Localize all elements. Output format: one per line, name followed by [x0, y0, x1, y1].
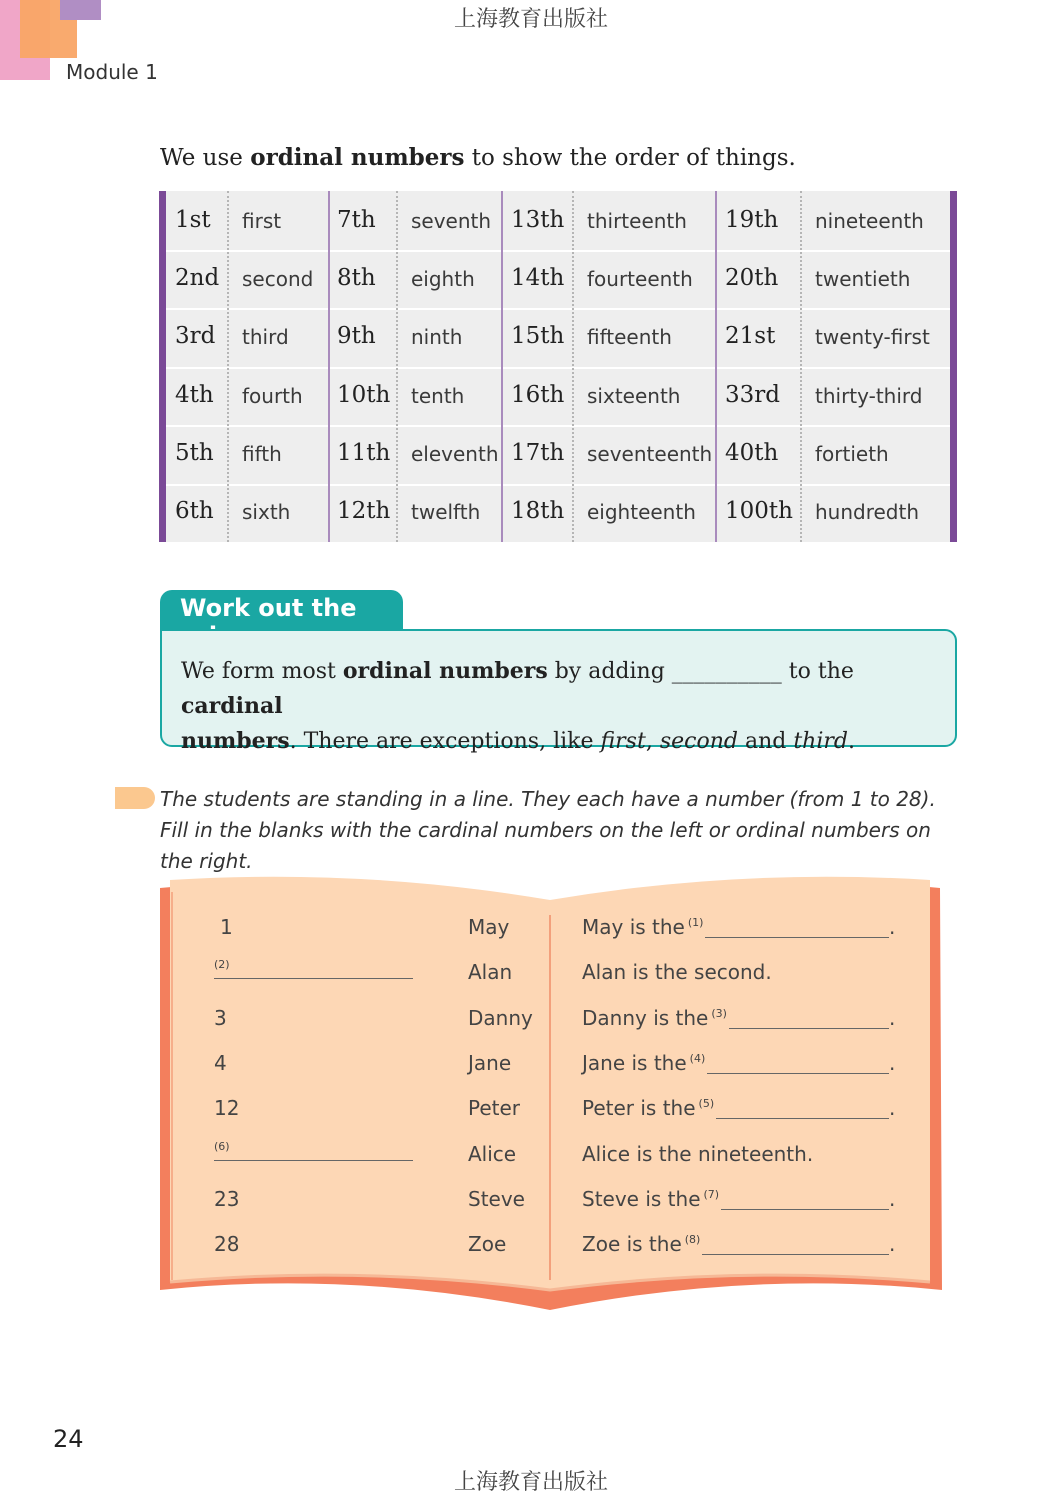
rule-p2: by adding [547, 659, 672, 684]
publisher-header: 上海教育出版社 [453, 7, 608, 32]
fill-in-blank[interactable] [729, 1028, 889, 1029]
ordinal-abbrev: 14th [511, 265, 565, 291]
rule-i2: second [659, 729, 738, 754]
ordinal-word: thirteenth [587, 209, 687, 233]
ordinal-abbrev: 18th [511, 498, 565, 524]
ordinal-word: seventeenth [587, 442, 713, 466]
rule-i1: first [600, 729, 646, 754]
intro-bold: ordinal numbers [250, 144, 465, 171]
sentence [582, 1232, 700, 1256]
ordinal-numbers-table [159, 191, 957, 542]
period: . [889, 1187, 896, 1211]
intro-sentence [160, 144, 796, 171]
sentence-text: Danny is the [582, 1006, 709, 1030]
ordinal-abbrev: 1st [175, 207, 211, 233]
period: . [889, 1096, 896, 1120]
fill-in-blank[interactable] [214, 978, 413, 979]
ordinal-word: ninth [411, 325, 463, 349]
ordinal-abbrev: 17th [511, 440, 565, 466]
sentence [582, 915, 703, 939]
rule-i3: third [793, 729, 848, 754]
ordinal-word: second [242, 267, 314, 291]
ordinal-abbrev: 12th [337, 498, 391, 524]
ordinal-word: twelfth [411, 500, 481, 524]
table-row-divider [166, 367, 950, 369]
fill-in-blank[interactable] [721, 1209, 889, 1210]
fill-in-blank[interactable] [702, 1254, 889, 1255]
ordinal-word: fifth [242, 442, 282, 466]
table-dotted-divider [227, 191, 229, 542]
student-name: Zoe [468, 1232, 507, 1256]
period: . [889, 1051, 896, 1075]
ordinal-word: nineteenth [815, 209, 924, 233]
ordinal-word: fourteenth [587, 267, 693, 291]
sentence-text: May is the [582, 915, 685, 939]
ordinal-word: sixteenth [587, 384, 681, 408]
ordinal-word: eleventh [411, 442, 499, 466]
blank-label: (5) [698, 1097, 715, 1111]
ordinal-abbrev: 3rd [175, 323, 216, 349]
ordinal-word: sixth [242, 500, 291, 524]
intro-post: to show the order of things. [464, 145, 796, 171]
period: . [889, 915, 896, 939]
sentence [582, 1142, 813, 1166]
cardinal-number: 12 [214, 1096, 240, 1120]
table-row-divider [166, 250, 950, 252]
page-number: 24 [53, 1425, 84, 1453]
ordinal-word: fourth [242, 384, 303, 408]
rule-p1: We form most [181, 659, 343, 684]
sentence-text: Steve is the [582, 1187, 701, 1211]
ordinal-word: tenth [411, 384, 465, 408]
student-name: Alan [468, 960, 513, 984]
ordinal-abbrev: 21st [725, 323, 776, 349]
cardinal-number: 1 [220, 915, 233, 939]
blank-label: (3) [711, 1007, 727, 1021]
table-column-divider [715, 191, 717, 542]
ordinal-word: seventh [411, 209, 492, 233]
instruction-text: The students are standing in a line. They each have a number (from 1 to 28). Fill in the blanks with the cardinal numbers on the left or ordinal numbers on the right. [160, 787, 936, 873]
rule-blank[interactable]: __________ [671, 659, 782, 684]
rule-p4: . There are exceptions, like [289, 729, 601, 754]
fill-in-blank[interactable] [716, 1118, 889, 1119]
table-column-divider [328, 191, 330, 542]
ordinal-abbrev: 10th [337, 382, 391, 408]
sentence [582, 1006, 727, 1030]
ordinal-word: first [242, 209, 282, 233]
sentence [582, 1187, 719, 1211]
module-label: Module 1 [66, 60, 158, 84]
fill-in-blank[interactable] [707, 1073, 889, 1074]
student-name: Danny [468, 1006, 533, 1030]
ordinal-word: eighteenth [587, 500, 696, 524]
sentence [582, 1096, 714, 1120]
ordinal-word: twenty-first [815, 325, 930, 349]
sentence-text: Zoe is the [582, 1232, 682, 1256]
ordinal-abbrev: 13th [511, 207, 565, 233]
ordinal-abbrev: 4th [175, 382, 214, 408]
cardinal-number: 28 [214, 1232, 240, 1256]
fill-in-blank[interactable] [214, 1160, 413, 1161]
instruction-marker-icon [115, 787, 155, 809]
sentence [582, 1051, 705, 1075]
sentence-text: Alan is the second. [582, 960, 772, 984]
student-name: May [468, 915, 510, 939]
rule-b2: cardinal [181, 693, 283, 719]
publisher-footer: 上海教育出版社 [453, 1470, 608, 1495]
rule-text [181, 654, 941, 759]
ordinal-word: twentieth [815, 267, 911, 291]
ordinal-abbrev: 8th [337, 265, 376, 291]
ordinal-word: eighth [411, 267, 475, 291]
fill-in-blank[interactable] [705, 937, 889, 938]
student-name: Peter [468, 1096, 521, 1120]
cardinal-number: 3 [214, 1006, 227, 1030]
ordinal-abbrev: 15th [511, 323, 565, 349]
ordinal-word: hundredth [815, 500, 920, 524]
ordinal-abbrev: 7th [337, 207, 376, 233]
ordinal-word: thirty-third [815, 384, 923, 408]
blank-label: (8) [684, 1233, 701, 1247]
table-dotted-divider [572, 191, 574, 542]
ordinal-abbrev: 100th [725, 498, 793, 524]
blank-label: (2) [214, 958, 230, 971]
student-name: Steve [468, 1187, 525, 1211]
ordinal-abbrev: 33rd [725, 382, 780, 408]
table-row-divider [166, 425, 950, 427]
rule-b3: numbers [181, 728, 290, 754]
ordinal-word: third [242, 325, 289, 349]
blank-label: (7) [703, 1188, 720, 1202]
rule-p5: , [645, 729, 660, 754]
ordinal-abbrev: 16th [511, 382, 565, 408]
rule-p3: to the [781, 659, 854, 684]
cardinal-number: 23 [214, 1187, 240, 1211]
table-dotted-divider [396, 191, 398, 542]
table-row-divider [166, 308, 950, 310]
blank-label: (4) [689, 1052, 706, 1066]
blank-label: (6) [214, 1140, 230, 1153]
ordinal-abbrev: 9th [337, 323, 376, 349]
ordinal-abbrev: 2nd [175, 265, 220, 291]
student-name: Alice [468, 1142, 517, 1166]
ordinal-abbrev: 11th [337, 440, 391, 466]
rule-title: Work out the [160, 590, 403, 634]
student-name: Jane [468, 1051, 512, 1075]
ordinal-word: fifteenth [587, 325, 672, 349]
sentence-text: Alice is the nineteenth. [582, 1142, 814, 1166]
sentence-text: Peter is the [582, 1096, 696, 1120]
blank-label: (1) [687, 916, 704, 930]
ordinal-abbrev: 6th [175, 498, 214, 524]
table-row-divider [166, 484, 950, 486]
rule-b1: ordinal numbers [342, 658, 548, 684]
ordinal-abbrev: 5th [175, 440, 214, 466]
sentence [582, 960, 772, 984]
intro-pre: We use [160, 145, 251, 171]
period: . [889, 1006, 896, 1030]
table-dotted-divider [800, 191, 802, 542]
ordinal-abbrev: 40th [725, 440, 779, 466]
sentence-text: Jane is the [582, 1051, 687, 1075]
ordinal-abbrev: 20th [725, 265, 779, 291]
period: . [889, 1232, 896, 1256]
ordinal-word: fortieth [815, 442, 889, 466]
table-column-divider [501, 191, 503, 542]
rule-p7: . [847, 729, 855, 754]
ordinal-abbrev: 19th [725, 207, 779, 233]
rule-p6: and [737, 729, 794, 754]
cardinal-number: 4 [214, 1051, 227, 1075]
